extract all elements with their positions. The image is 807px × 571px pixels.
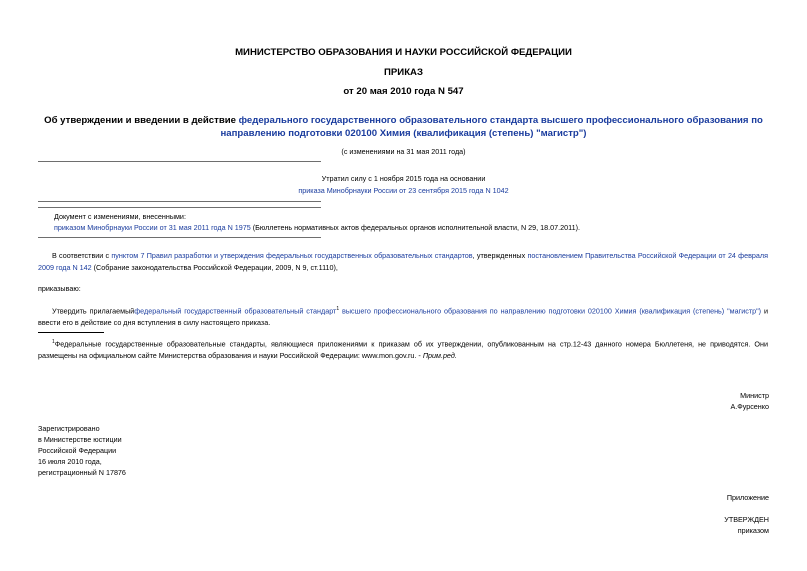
preamble-paragraph: В соответствии с пунктом 7 Правил разработки и утверждения федеральных государственных образовательных стандартов, утвержденных постановлением Правительства Российской Федерации от 24 февраля 2009 года N 142 (Собрание законодательства Российской Федерации, 2009, N 9, ст.1110), [38, 251, 768, 272]
title-prefix: Об утверждении и введении в действие [44, 115, 239, 126]
divider [38, 237, 321, 238]
changes-label: Документ с изменениями, внесенными: [54, 212, 186, 221]
changes-rest: (Бюллетень нормативных актов федеральных органов исполнительной власти, N 29, 18.07.2011). [250, 223, 580, 232]
signature-name: А.Фурсенко [730, 402, 769, 411]
order-heading: ПРИКАЗ [384, 67, 423, 78]
footnote-divider [38, 332, 104, 333]
government-decree-link[interactable]: постановлением Правительства Российской Федерации от 24 февраля 2009 года N 142 [38, 251, 768, 272]
lost-force-text: Утратил силу с 1 ноября 2015 года на основании [321, 174, 486, 183]
footnote-mark: 1 [52, 339, 55, 345]
changes-order-link[interactable]: приказом Минобрнауки России от 31 мая 2011 года N 1975 [54, 223, 251, 232]
appendix-label: Приложение [726, 493, 769, 502]
standard-link[interactable]: федеральный государственный образовательный стандарт [134, 306, 337, 316]
editor-note: Прим.ред. [422, 351, 457, 361]
title-standard-link[interactable]: федерального государственного образовательного стандарта высшего профессионального образования по направлению подготовки 020100 Химия (квалификация (степень) "магистр") [220, 115, 763, 139]
approve-paragraph: Утвердить прилагаемыйфедеральный государственный образовательный стандарт$^1$ высшего профессионального образования по направлению подготовки 020100 Химия (квалификация (степень) "магистр") и ввести его в действие со дня вступления в силу настоящего приказа. [38, 306, 768, 328]
amendments-note: (с изменениями на 31 мая 2011 года) [341, 147, 466, 156]
appendix-approved: УТВЕРЖДЕН приказом [724, 515, 769, 535]
footnote-paragraph: $^1$Федеральные государственные образовательные стандарты, являющиеся приложениями к приказам об их утверждении, опубликованным на стр.12-43 данного номера Бюллетеня, не приводятся. Они размещены на официальном сайте Министерства образования и науки Российской Федерации: www.mon.gov.ru. - Прим.ред. [38, 339, 768, 361]
registration-block: Зарегистрировано в Министерстве юстиции Российской Федерации 16 июля 2010 года, регистрационный N 17876 [38, 424, 126, 477]
lost-force-link[interactable]: приказа Минобрнауки России от 23 сентября 2015 года N 1042 [298, 186, 509, 195]
divider [38, 161, 321, 162]
rules-link[interactable]: пунктом 7 Правил разработки и утверждения федеральных государственных образовательных стандартов [111, 251, 473, 260]
document-title [30, 114, 777, 140]
standard-link-continued[interactable]: высшего профессионального образования по направлению подготовки 020100 Химия (квалификация (степень) "магистр") [339, 306, 762, 316]
signature-block [730, 390, 769, 412]
changes-line [54, 222, 774, 233]
signature-position: Министр [740, 391, 769, 400]
divider [38, 207, 321, 208]
order-word: приказываю: [38, 284, 81, 293]
ministry-heading: МИНИСТЕРСТВО ОБРАЗОВАНИЯ И НАУКИ РОССИЙСКОЙ ФЕДЕРАЦИИ [235, 47, 572, 58]
footnote-ref[interactable]: 1 [336, 306, 340, 312]
divider [38, 201, 321, 202]
order-date: от 20 мая 2010 года N 547 [343, 86, 464, 97]
